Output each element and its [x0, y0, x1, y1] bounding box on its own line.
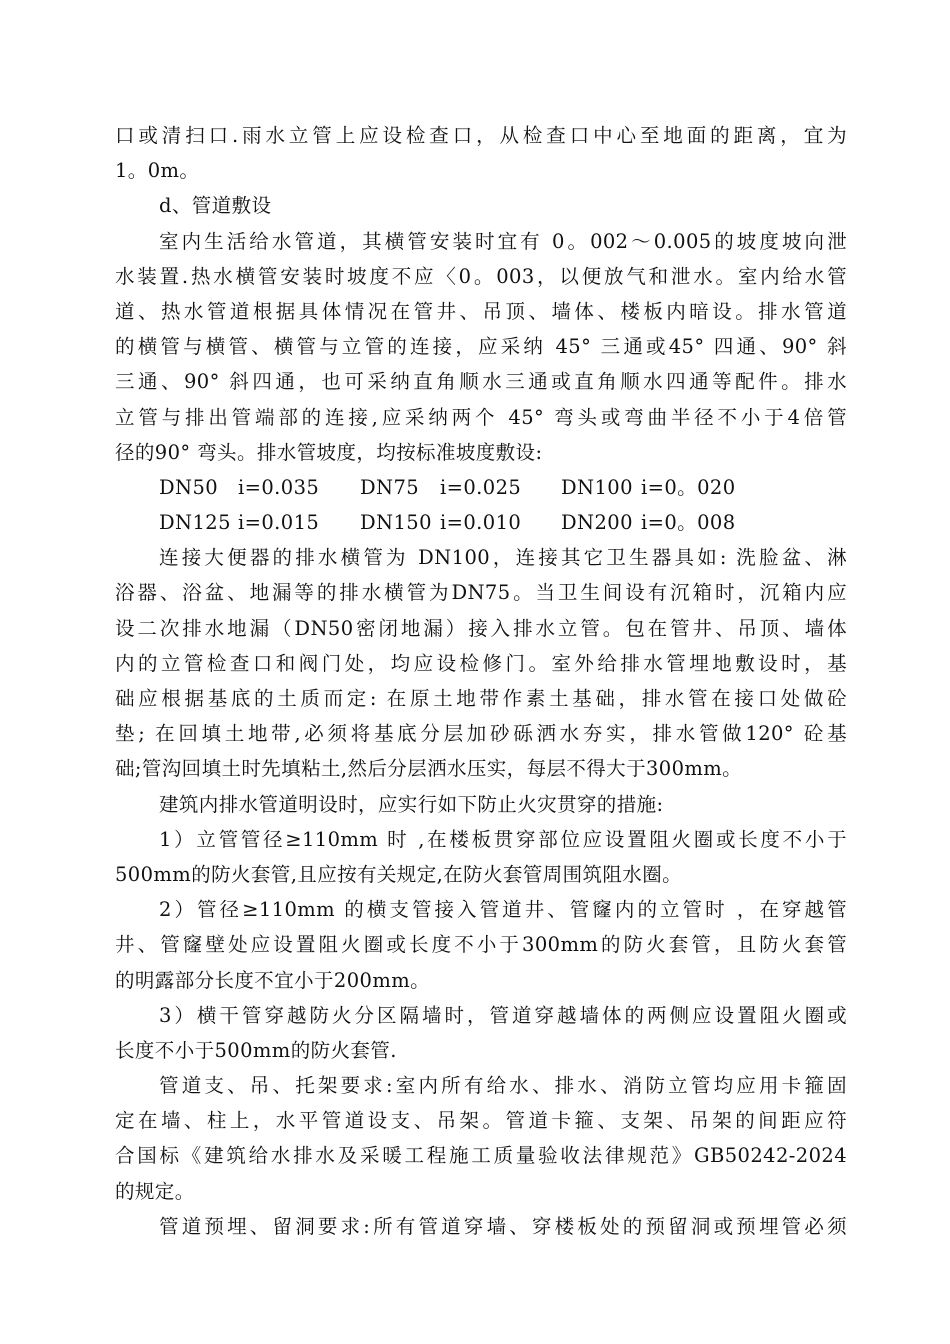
text-line: 立管与排出管端部的连接,应采纳两个 45° 弯头或弯曲半径不小于4倍管	[115, 405, 847, 429]
text-line: 浴器、浴盆、地漏等的排水横管为DN75。当卫生间设有沉箱时，沉箱内应	[115, 581, 847, 605]
slope-table-row	[115, 505, 847, 540]
slope-table-row	[115, 470, 847, 505]
text-line: 管道预埋、留洞要求:所有管道穿墙、穿楼板处的预留洞或预埋管必须	[159, 1214, 847, 1238]
text-line: 连接大便器的排水横管为 DN100，连接其它卫生器具如: 洗脸盆、淋	[159, 546, 847, 570]
text-line: 建筑内排水管道明设时，应实行如下防止火灾贯穿的措施:	[159, 792, 664, 816]
pipe-diameter: DN200	[561, 511, 633, 535]
text-line: 合国标《建筑给水排水及采暖工程施工质量验收法律规范》GB50242-2024	[115, 1144, 847, 1168]
text-line: 长度不小于500mm的防火套管.	[115, 1038, 397, 1062]
text-line: 1）立管管径≥110mm 时 ,在楼板贯穿部位应设置阻火圈或长度不小于	[159, 827, 847, 851]
text-line: 设二次排水地漏（DN50密闭地漏）接入排水立管。包在管井、吊顶、墙体	[115, 616, 847, 640]
text-line: 径的90° 弯头。排水管坡度，均按标准坡度敷设:	[115, 440, 543, 464]
pipe-diameter: DN75	[360, 475, 420, 499]
text-line: 的规定。	[115, 1179, 195, 1203]
slope-value: i=0.035	[238, 475, 320, 499]
text-line: 3）横干管穿越防火分区隔墙时，管道穿越墙体的两侧应设置阻火圈或	[159, 1003, 847, 1027]
text-block-1	[115, 118, 847, 470]
text-line: 道、热水管道根据具体情况在管井、吊顶、墙体、楼板内暗设。排水管道	[115, 299, 847, 323]
pipe-diameter: DN50	[159, 475, 219, 499]
text-line: 水装置.热水横管安装时坡度不应〈0。003，以便放气和泄水。室内给水管	[115, 264, 847, 288]
text-line: 1。0m。	[115, 159, 200, 183]
text-line: 井、管窿壁处应设置阻火圈或长度不小于300mm的防火套管，且防火套管	[115, 933, 847, 957]
text-line: 础应根据基底的土质而定: 在原土地带作素土基础，排水管在接口处做砼	[115, 687, 847, 710]
text-line: 础;管沟回填土时先填粘土,然后分层洒水压实，每层不得大于300mm。	[115, 757, 743, 781]
text-line: 管道支、吊、托架要求:室内所有给水、排水、消防立管均应用卡箍固	[159, 1074, 847, 1098]
text-line: 定在墙、柱上，水平管道设支、吊架。管道卡箍、支架、吊架的间距应符	[115, 1109, 847, 1133]
text-line: 口或清扫口.雨水立管上应设检查口，从检查口中心至地面的距离，宜为	[115, 124, 847, 147]
text-line: 的横管与横管、横管与立管的连接，应采纳 45° 三通或45° 四通、90° 斜	[115, 335, 847, 359]
text-line: d、管道敷设	[159, 194, 272, 218]
pipe-diameter: DN125	[159, 511, 231, 535]
text-line: 三通、90° 斜四通，也可采纳直角顺水三通或直角顺水四通等配件。排水	[115, 370, 847, 394]
text-block-2	[115, 540, 847, 1244]
slope-value: i=0.025	[440, 475, 522, 499]
slope-value: i=0。008	[641, 511, 736, 535]
pipe-diameter: DN150	[360, 511, 432, 535]
text-line: 室内生活给水管道，其横管安装时宜有 0。002～0.005的坡度坡向泄	[159, 229, 847, 253]
text-line: 2）管径≥110mm 的横支管接入管道井、管窿内的立管时 ，在穿越管	[159, 898, 847, 922]
pipe-diameter: DN100	[561, 475, 633, 499]
text-line: 的明露部分长度不宜小于200mm。	[115, 968, 431, 992]
slope-table	[115, 470, 847, 540]
text-line: 内的立管检查口和阀门处，均应设检修门。室外给排水管埋地敷设时，基	[115, 651, 847, 675]
slope-value: i=0.010	[440, 511, 522, 535]
text-line: 500mm的防火套管,且应按有关规定,在防火套管周围筑阻水圈。	[115, 862, 682, 886]
slope-value: i=0.015	[238, 511, 320, 535]
slope-value: i=0。020	[641, 475, 736, 499]
text-line: 垫; 在回填土地带,必须将基底分层加砂砾洒水夯实，排水管做120° 砼基	[115, 722, 847, 746]
document-page	[115, 118, 847, 1244]
